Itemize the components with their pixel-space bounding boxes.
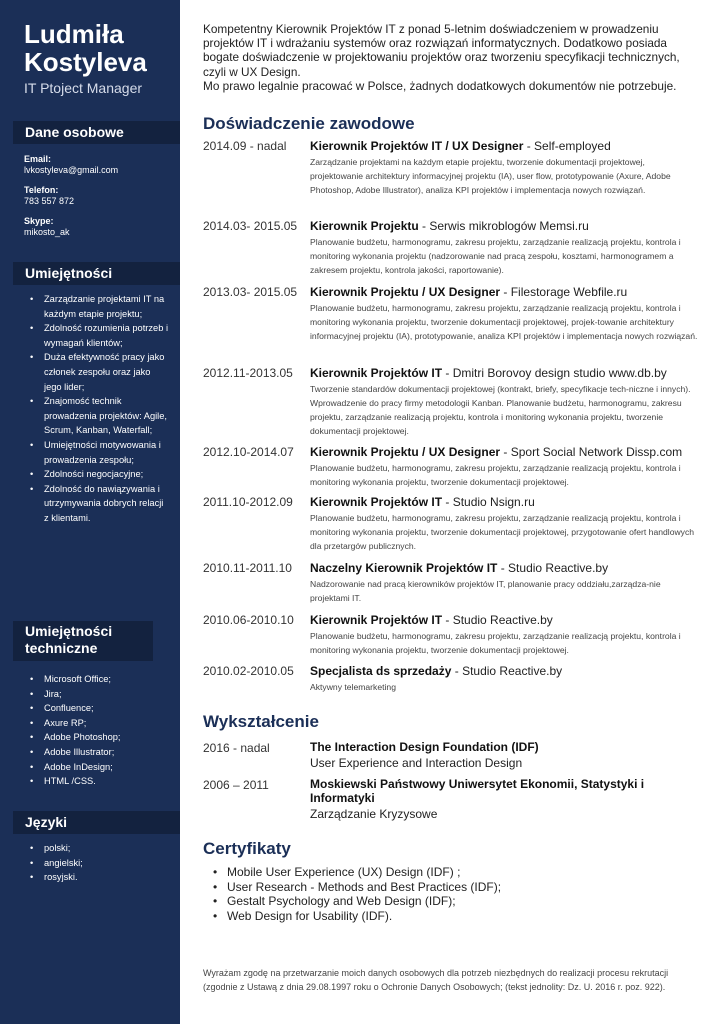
experience-heading: Doświadczenie zawodowe — [203, 114, 415, 133]
job-title-line — [310, 561, 608, 575]
job-title: Specjalista ds sprzedaży — [310, 664, 452, 678]
job-title: Kierownik Projektów IT — [310, 495, 443, 509]
skill-item: • Duża efektywność pracy jako członek zespołu oraz jako jego lider; — [30, 350, 170, 394]
job-title-line — [310, 445, 682, 459]
contact-phone — [24, 185, 74, 207]
certificates-list — [213, 865, 501, 923]
sidebar — [0, 0, 180, 1024]
job-date: 2010.02-2010.05 — [203, 664, 294, 678]
skype-label: Skype: — [24, 216, 54, 226]
summary-line: projektów IT i wdrażaniu systemów oraz rozwiązań informatycznych. Dodatkowo posiada — [203, 36, 667, 51]
tech-item: • Jira; — [30, 687, 170, 702]
skill-item: • Znajomość technik prowadzenia projektów: Agile, Scrum, Kanban, Waterfall; — [30, 394, 170, 438]
phone-label: Telefon: — [24, 185, 59, 195]
tech-skills-list — [30, 672, 170, 789]
job-description: Zarządzanie projektami na każdym etapie projektu, tworzenie dokumentacji projektowej, projektowanie architektury informacyjnej projektu (IA), user flow, prototypowanie (Axure, Adobe Photoshop, Adobe Illustrator), analiza KPI projektów i implementacja nowych rozwiązań. — [310, 157, 671, 195]
profile-summary — [203, 22, 701, 93]
summary-line: czyli w UX Design. — [203, 64, 301, 79]
job-description: Planowanie budżetu, harmonogramu, zakresu projektu, zarządzanie realizacją projektu, kontrola i monitoring wykonania projektu, tworzenie dokumentacji projektowej. — [310, 463, 681, 487]
job-description: Planowanie budżetu, harmonogramu, zakresu projektu, zarządzanie realizacją projektu, kontrola i monitoring wykonania projektu (nadzorowanie nad pracą zespołu, kosztami, harmonogramem a zakresem projektu, kontrola jakości, raportowanie). — [310, 237, 681, 275]
job-title: Kierownik Projektu / UX Designer — [310, 445, 501, 459]
job-title: Kierownik Projektu / UX Designer — [310, 285, 501, 299]
certificate-item: • User Research - Methods and Best Practices (IDF); — [213, 880, 501, 895]
job-company: - Filestorage Webfile.ru — [500, 285, 628, 299]
tech-item: • Adobe InDesign; — [30, 760, 170, 775]
job-company: - Dmitri Borovoy design studio www.db.by — [442, 366, 667, 380]
job-title: Kierownik Projektów IT — [310, 366, 443, 380]
job-title: Naczelny Kierownik Projektów IT — [310, 561, 498, 575]
job-title-line — [310, 219, 589, 233]
tech-item: • HTML /CSS. — [30, 774, 170, 789]
skill-item: • Zdolność do nawiązywania i utrzymywania dobrych relacji z klientami. — [30, 482, 170, 526]
job-title-line — [310, 285, 627, 299]
education-field: Zarządzanie Kryzysowe — [310, 807, 438, 821]
job-description: Tworzenie standardów dokumentacji projektowej (kontrakt, briefy, specyfikacje tech-niczne i innych). Wprowadzenie do pracy firmy metodologii Kanban. Planowanie budżetu, harmonogramu, zakresu projektu, zarządzanie realizacją projektu, kontrola i monitoring wykonania projektu, tworzenie dokumentacji projektowej. — [310, 384, 691, 436]
job-title-line — [310, 139, 611, 153]
job-company: - Sport Social Network Dissp.com — [500, 445, 683, 459]
skill-item: • Zdolność rozumienia potrzeb i wymagań klientów; — [30, 321, 170, 350]
job-description: Planowanie budżetu, harmonogramu, zakresu projektu, zarządzanie realizacją projektu, kontrola i monitoring wykonania projektu, tworzenie dokumentacji projektowej. — [310, 631, 681, 655]
job-company: - Self-employed — [523, 139, 611, 153]
certificates-heading: Certyfikaty — [203, 839, 291, 858]
skills-list — [30, 292, 170, 526]
email-value: lvkostyleva@gmail.com — [24, 165, 119, 175]
gdpr-consent-clause: Wyrażam zgodę na przetwarzanie moich danych osobowych dla potrzeb niezbędnych do realizacji procesu rekrutacji (zgodnie z Ustawą z dnia 29.08.1997 roku o Ochronie Danych Osobowych; (tekst jednolity: Dz. U. 2016 r. poz. 922). — [203, 968, 669, 992]
education-field: User Experience and Interaction Design — [310, 756, 523, 770]
job-date: 2014.09 - nadal — [203, 139, 287, 153]
tech-item: • Confluence; — [30, 701, 170, 716]
education-date: 2016 - nadal — [203, 741, 270, 755]
skill-item: • Umiejętności motywowania i prowadzenia zespołu; — [30, 438, 170, 467]
job-date: 2012.11-2013.05 — [203, 366, 293, 380]
phone-value: 783 557 872 — [24, 196, 75, 206]
job-date: 2010.11-2011.10 — [203, 561, 292, 575]
tech-item: • Microsoft Office; — [30, 672, 170, 687]
education-heading: Wykształcenie — [203, 712, 319, 731]
job-title-line — [310, 366, 667, 380]
job-date: 2013.03- 2015.05 — [203, 285, 298, 299]
job-company: - Studio Reactive.by — [442, 613, 553, 627]
candidate-name: Ludmiła Kostyleva — [24, 19, 147, 77]
skype-value: mikosto_ak — [24, 227, 70, 237]
job-title: Kierownik Projektu — [310, 219, 419, 233]
job-date: 2011.10-2012.09 — [203, 495, 293, 509]
candidate-role: IT Ptoject Manager — [24, 80, 143, 96]
job-company: - Studio Reactive.by — [451, 664, 563, 678]
job-title-line — [310, 664, 562, 678]
languages-heading: Języki — [13, 811, 180, 834]
job-description: Planowanie budżetu, harmonogramu, zakresu projektu, zarządzanie realizacją projektu, kontrola i monitoring wykonania projektu, tworzenie dokumentacji projektowej, przygotowanie ofert handlowych dla przetargów publicznych. — [310, 513, 695, 551]
language-item: • rosyjski. — [30, 870, 170, 885]
languages-list — [30, 841, 170, 885]
job-company: - Studio Nsign.ru — [442, 495, 535, 509]
skills-heading: Umiejętności — [13, 262, 180, 285]
language-item: • polski; — [30, 841, 170, 856]
summary-line: Mo prawo legalnie pracować w Polsce, żadnych dodatkowych dokumentów nie potrzebuje. — [203, 78, 677, 93]
job-title: Kierownik Projektów IT — [310, 613, 443, 627]
contact-skype — [24, 216, 70, 238]
education-school: The Interaction Design Foundation (IDF) — [310, 740, 539, 754]
language-item: • angielski; — [30, 856, 170, 871]
tech-item: • Adobe Photoshop; — [30, 730, 170, 745]
job-description: Nadzorowanie nad pracą kierowników projektów IT, planowanie pracy oddziału,zarządza-nie projektami IT. — [310, 579, 661, 603]
job-title-line — [310, 613, 553, 627]
job-title: Kierownik Projektów IT / UX Designer — [310, 139, 524, 153]
job-date: 2010.06-2010.10 — [203, 613, 294, 627]
certificate-item: • Gestalt Psychology and Web Design (IDF); — [213, 894, 501, 909]
email-label: Email: — [24, 154, 52, 164]
education-school: Moskiewski Państwowy Uniwersytet Ekonomii, Statystyki i Informatyki — [310, 777, 645, 805]
skill-item: • Zdolności negocjacyjne; — [30, 467, 170, 482]
job-description: Planowanie budżetu, harmonogramu, zakresu projektu, zarządzanie realizacją projektu, kontrola i monitoring wykonania projektu, tworzenie dokumentacji projektowej, projek-towanie architektury informacyjnej projektu (IA), prototypowanie, analiza KPI projektów i implementacja nowych rozwiązań. — [310, 303, 698, 341]
job-date: 2014.03- 2015.05 — [203, 219, 298, 233]
job-date: 2012.10-2014.07 — [203, 445, 294, 459]
contact-email — [24, 154, 118, 176]
job-description: Aktywny telemarketing — [310, 682, 396, 692]
job-title-line — [310, 495, 535, 509]
summary-line: bogate doświadczenie w projektowaniu projektów oraz tworzeniu specyfikacji technicznych, — [203, 50, 680, 65]
summary-line: Kompetentny Kierownik Projektów IT z ponad 5-letnim doświadczeniem w prowadzeniu — [203, 22, 659, 36]
tech-item: • Adobe Illustrator; — [30, 745, 170, 760]
tech-skills-heading: Umiejętności techniczne — [13, 621, 153, 661]
certificate-item: • Web Design for Usability (IDF). — [213, 909, 501, 924]
education-date: 2006 – 2011 — [203, 778, 269, 792]
job-company: - Serwis mikroblogów Memsi.ru — [418, 219, 589, 233]
personal-data-heading: Dane osobowe — [13, 121, 180, 144]
tech-item: • Axure RP; — [30, 716, 170, 731]
skill-item: • Zarządzanie projektami IT na każdym etapie projektu; — [30, 292, 170, 321]
certificate-item: • Mobile User Experience (UX) Design (IDF) ; — [213, 865, 501, 880]
job-company: - Studio Reactive.by — [497, 561, 609, 575]
